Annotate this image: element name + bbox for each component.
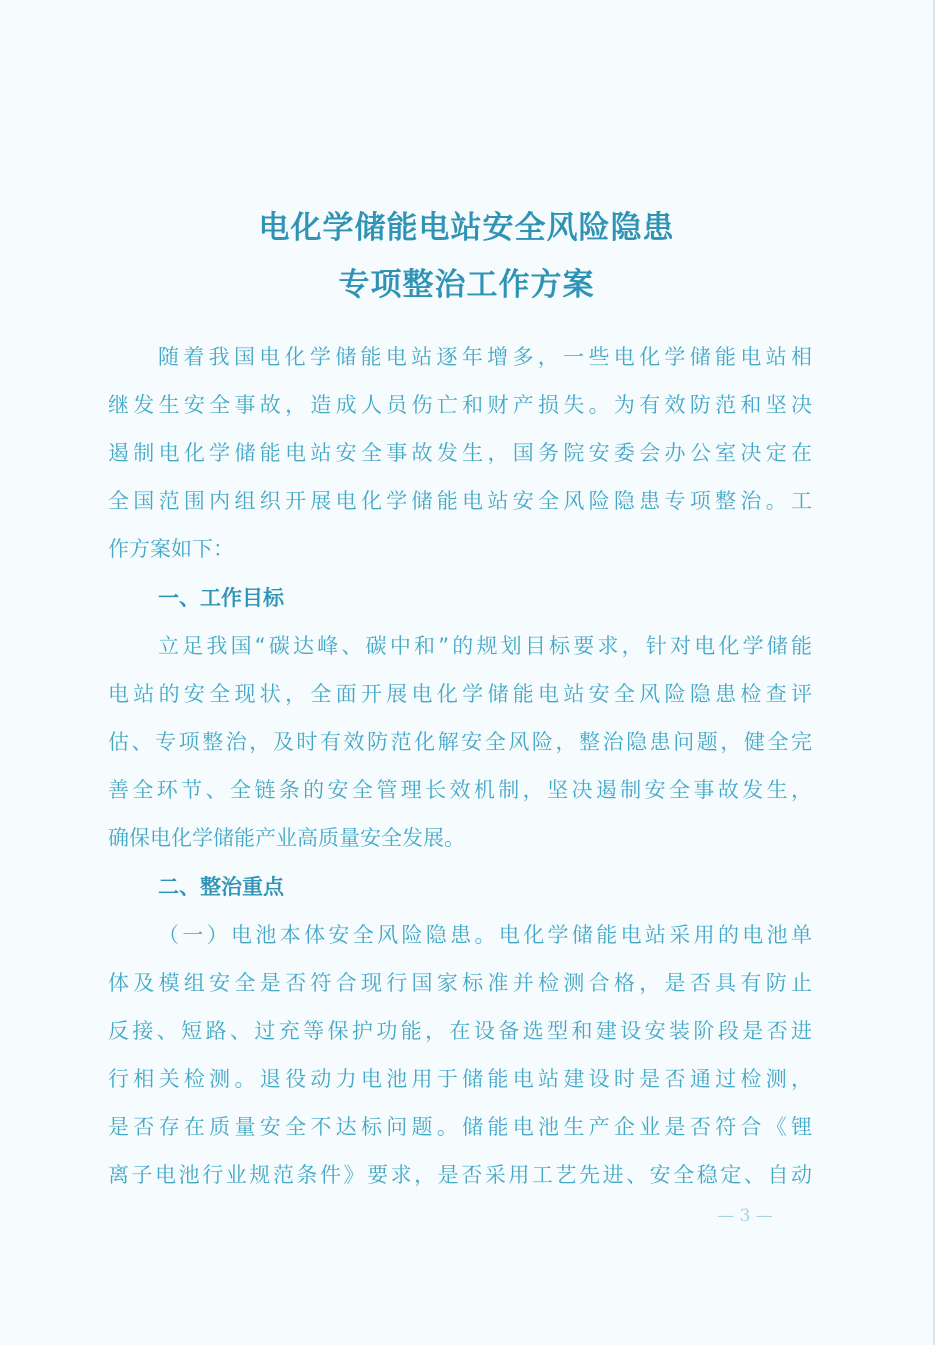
section-heading-work-goals: 一、工作目标	[158, 586, 284, 610]
document-title-line-1: 电化学储能电站安全风险隐患	[258, 210, 675, 246]
intro-paragraph-line: 遏制电化学储能电站安全事故发生，国务院安委会办公室决定在	[108, 441, 812, 465]
section-heading-rectification-focus: 二、整治重点	[158, 875, 284, 899]
section-1-paragraph-line: 立足我国“碳达峰、碳中和”的规划目标要求，针对电化学储能	[158, 634, 812, 658]
page-number: — 3 —	[717, 1206, 773, 1226]
intro-paragraph-line: 作方案如下：	[108, 537, 234, 561]
intro-paragraph-line: 全国范围内组织开展电化学储能电站安全风险隐患专项整治。工	[108, 489, 812, 513]
section-2-paragraph-line: （一）电池本体安全风险隐患。电化学储能电站采用的电池单	[158, 923, 812, 947]
intro-paragraph-line: 随着我国电化学储能电站逐年增多，一些电化学储能电站相	[158, 345, 812, 369]
intro-paragraph-line: 继发生安全事故，造成人员伤亡和财产损失。为有效防范和坚决	[108, 393, 812, 417]
section-2-paragraph-line: 离子电池行业规范条件》要求，是否采用工艺先进、安全稳定、自动	[108, 1163, 812, 1187]
section-1-paragraph-line: 确保电化学储能产业高质量安全发展。	[108, 826, 465, 850]
section-1-paragraph-line: 估、专项整治，及时有效防范化解安全风险，整治隐患问题，健全完	[108, 730, 812, 754]
document-title-line-2: 专项整治工作方案	[338, 267, 595, 303]
section-2-paragraph-line: 是否存在质量安全不达标问题。储能电池生产企业是否符合《锂	[108, 1115, 812, 1139]
section-2-paragraph-line: 体及模组安全是否符合现行国家标准并检测合格，是否具有防止	[108, 971, 812, 995]
section-2-paragraph-line: 反接、短路、过充等保护功能，在设备选型和建设安装阶段是否进	[108, 1019, 812, 1043]
section-1-paragraph-line: 善全环节、全链条的安全管理长效机制，坚决遏制安全事故发生，	[108, 778, 812, 802]
section-2-paragraph-line: 行相关检测。退役动力电池用于储能电站建设时是否通过检测，	[108, 1067, 812, 1091]
section-1-paragraph-line: 电站的安全现状，全面开展电化学储能电站安全风险隐患检查评	[108, 682, 812, 706]
